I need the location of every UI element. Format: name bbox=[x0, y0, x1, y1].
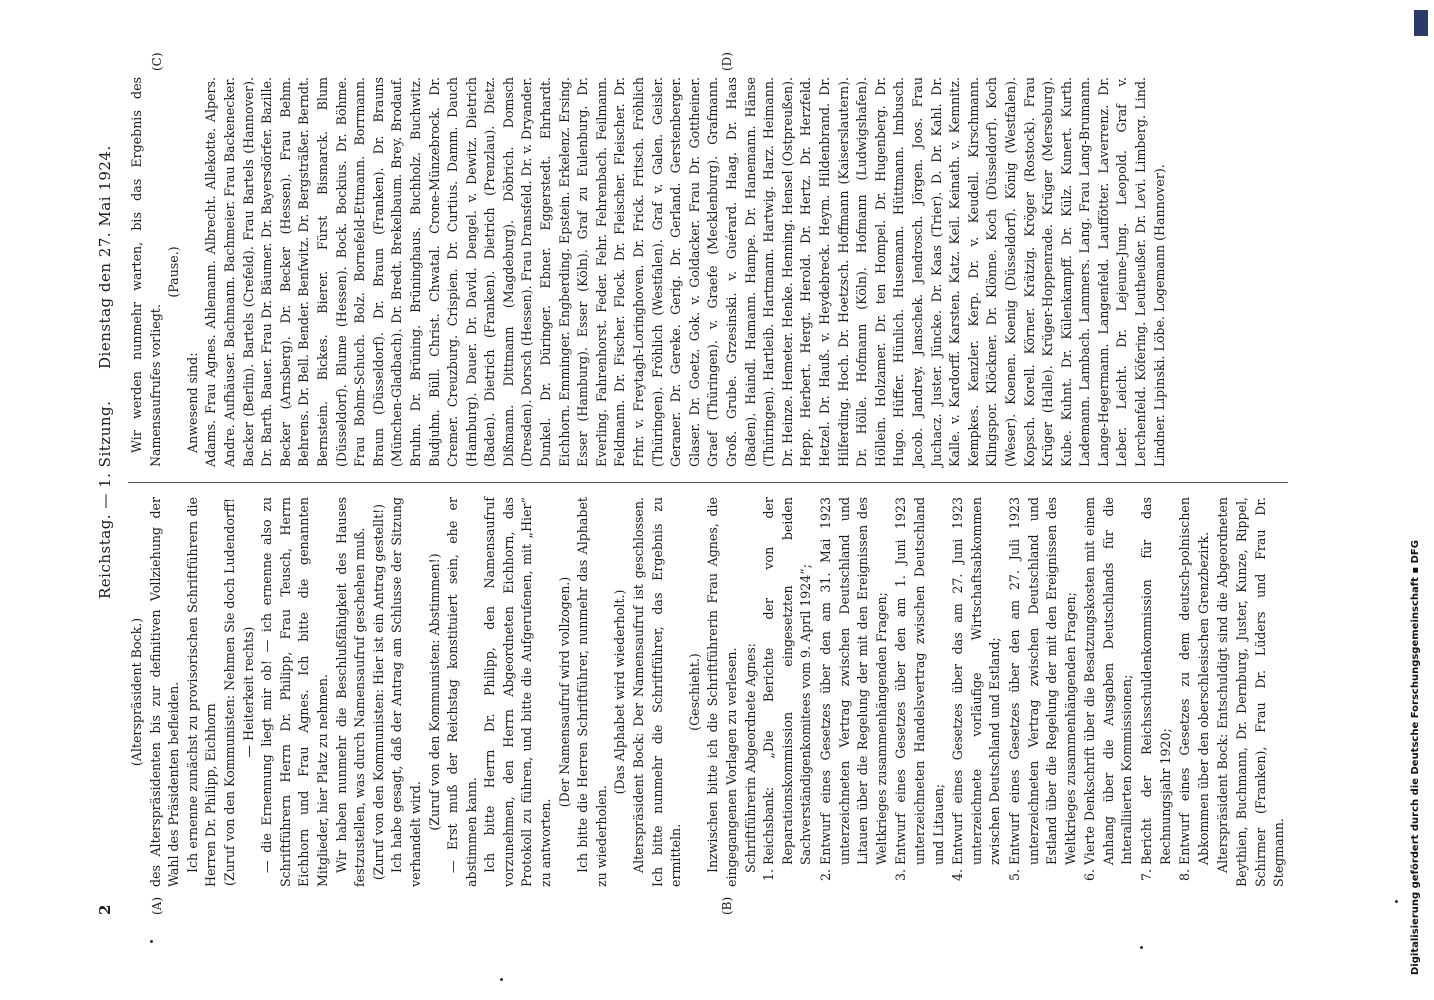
margin-mark-c: (C) bbox=[150, 52, 164, 71]
right-column bbox=[128, 77, 1169, 467]
attendance-list: Adams. Frau Agnes. Ahlemann. Albrecht. Allekotte. Alpers. Andre. Aufhäuser. Bachmann. Bachmeier. Frau Backenecker. Backer (Berlin). Bartels (Crefeld). Frau Bartels (Hannover). Dr. Barth. Bauer. Frau Dr. Bäumer. Dr. Bayersdörfer. Bazille. Becker (Arnsberg). Dr. Becker (Hessen). Frau Behm. Behrens. Dr. Bell. Bender. Benfwitz. Dr. Bergsträßer. Berndt. Bernstein. Bickes. Bierer. Fürst Bismarck. Blum (Düsseldorf). Blume (Hessen). Bock. Bockius. Dr. Böhme. Frau Bohm-Schuch. Bolz. Bornefeld-Ettmann. Borrmann. Braun (Düsseldorf). Dr. Braun (Franken). Dr. Brauns (München-Gladbach). Dr. Bredt. Brekelbaum. Brey. Brodauf. Bruhn. Dr. Brüning. Brüninghaus. Buchholz. Buchwitz. Budjuhn. Büll. Christ. Chwatal. Crone-Münzebrock. Dr. Cremer. Creuzburg. Crispien. Dr. Curtius. Damm. Dauch (Hamburg). Dauer. Dr. David. Dengel. v. Dewitz. Dietrich (Baden). Dietrich (Franken). Dietrich (Prenzlau). Dietz. Dißmann. Dittmann (Magdeburg). Döbrich. Domsch (Dresden). Dorsch (Hessen). Frau Dransfeld. Dr. v. Dryander. Dunkel. Dr. Düringer. Ebner. Eggerstedt. Ehrhardt. Eichhorn. Emminger. Engberding. Epstein. Erkelenz. Ersing. Esser (Hamburg). Esser (Köln). Graf zu Eulenburg. Dr. Everling. Fahrenhorst. Feder. Fehr. Fehrenbach. Feilmann. Feldmann. Dr. Fischer. Flock. Dr. Fleischer. Fleischer. Dr. Frhr. v. Freytagh-Loringhoven. Dr. Frick. Fritsch. Fröhlich (Thüringen). Fröhlich (Westfalen). Graf v. Galen. Geisler. Geraner. Dr. Gereke. Gerig. Dr. Gerland. Gerstenberger. Glaser. Dr. Goetz. Gok. v. Goldacker. Frau Dr. Gottheiner. Graef (Thüringen). v. Graefe (Mecklenburg). Grafmann. Groß. Grube. Grzesinski. v. Guérard. Haag. Dr. Haas (Baden). Haindl. Hamann. Hampe. Dr. Hanemann. Hänse (Thüringen). Hartleib. Hartmann. Hartwig. Harz. Heimann. Dr. Heinze. Hemeter. Henke. Henning. Hensel (Ostpreußen). Hepp. Herbert. Hergt. Herold. Dr. Hertz. Dr. Herzfeld. Hetzel. Dr. Hauß. v. Heydebreck. Heym. Hildenbrand. Dr. Hilferding. Hoch. Dr. Hoetzsch. Hoffmann (Kaiserslautern). Dr. Hölle. Hofmann (Köln). Hofmann (Ludwigshafen). Höllein. Holzamer. Dr. ten Hompel. Dr. Hugenberg. Dr. Hugo. Hüffer. Hünlich. Husemann. Hüttmann. Imbusch. Jacob. Jandrey. Janschek. Jendrosch. Jörgen. Joos. Frau Juchacz. Juster. Jüncke. Dr. Kaas (Trier). D. Dr. Kahl. Dr. Kalle. v. Kardorff. Karsten. Katz. Keil. Keinath. v. Kemnitz. Kempkes. Kenzler. Kerp. Dr. v. Keudell. Kirschmann. Klingspor. Klöckner. Dr. Klönne. Koch (Düsseldorf). Koch (Weser). Koenen. Koenig (Düsseldorf). König (Westfalen). Kopsch. Korell. Körner. Krätzig. Kröger (Rostock). Frau Krüger (Halle). Krüger-Hoppenrade. Krüger (Merseburg). Kube. Kuhnt. Dr. Külenkampff. Dr. Külz. Kunert. Kurth. Lademann. Lambach. Lammers. Lang. Frau Lang-Brumann. Lange-Hegermann. Langenfeld. Lauffötter. Laverrenz. Dr. Leber. Leicht. Dr. Lejeune-Jung. Leopold. Graf v. Lerchenfeld. Köfering. Leutheußer. Dr. Levi. Limberg. Lind. Lindner. Lipinski. Löbe. Logemann (Hannover). bbox=[203, 77, 1167, 467]
scan-speck bbox=[150, 940, 153, 943]
paragraph: des Alterspräsidenten bis zur definitiven Vollziehung der Wahl des Präsidenten befleiden. bbox=[147, 497, 182, 887]
stage-note: (Geschieht.) bbox=[686, 653, 702, 731]
digitization-credit bbox=[1410, 15, 1430, 975]
scan-speck bbox=[1140, 946, 1143, 949]
paragraph: Alterspräsident Bock: Der Namensaufruf ist geschlossen. Ich bitte nunmehr die Schriftführer, das Ergebnis zu ermitteln. bbox=[631, 497, 684, 887]
scan-speck bbox=[1395, 900, 1398, 903]
list-item: 5. Entwurf eines Gesetzes über den am 27. Juli 1923 unterzeichneten Vertrag zwischen Deutschland und Estland über die Regelung der mit den Ereignissen des Weltkrieges zusammenhängenden Fragen; bbox=[1006, 497, 1080, 865]
list-item: 6. Vierte Denkschrift über die Besatzungskosten mit einem Anhang über die Ausgaben Deutschlands für die Interalliierten Kommissionen; bbox=[1081, 497, 1137, 865]
interjection: (Zuruf von den Kommunisten: Abstimmen!) bbox=[426, 553, 442, 831]
list-item: 7. Bericht der Reichsschuldenkommission für das Rechnungsjahr 1920; bbox=[1138, 497, 1175, 865]
interjection: (Zuruf von den Kommunisten: Nehmen Sie doch Ludendorff! — Heiterkeit rechts) bbox=[221, 498, 256, 886]
list-item: 4. Entwurf eines Gesetzes über das am 27. Juni 1923 unterzeichnete vorläufige Wirtschaftsabkommen zwischen Deutschland und Estland; bbox=[949, 497, 1005, 865]
paragraph: Ich bitte die Herren Schriftführer, nunmehr das Alphabet zu wiederholen. bbox=[575, 497, 609, 887]
paragraph: Inzwischen bitte ich die Schriftführerin Frau Agnes, die eingegangenen Vorlagen zu verlesen. bbox=[705, 497, 739, 887]
rotated-page bbox=[80, 35, 1330, 935]
paragraph: Alterspräsident Bock: Entschuldigt sind die Abgeordneten Beythien, Buchmann, Dr. Dernburg, Juster, Kunze, Rippel, Schirmer (Franken), Frau Dr. Lüders und Frau Dr. Stegmann. bbox=[1215, 497, 1287, 887]
paragraph: — die Ernennung liegt mir ob! — ich ernenne also zu Schriftführern Herrn Dr. Philipp, Frau Teusch, Herrn Eichhorn und Frau Agnes. Ich bitte die genannten Mitglieder, hier Platz zu nehmen. bbox=[259, 497, 330, 887]
document-list bbox=[760, 497, 1213, 887]
attendance-heading: Anwesend sind: bbox=[184, 352, 200, 453]
page-header bbox=[94, 41, 120, 929]
margin-mark-a: (A) bbox=[150, 896, 164, 915]
digitization-note: Digitalisierung gefördert durch die Deutsche Forschungsgemeinschaft ▪ DFG bbox=[1410, 540, 1421, 975]
running-title: Reichstag. — 1. Sitzung. bbox=[96, 400, 114, 599]
column-divider bbox=[128, 482, 1288, 483]
paragraph: Ich ernenne zunächst zu provisorischen Schriftführern die Herren Dr. Philipp, Eichhorn bbox=[184, 497, 219, 887]
interjection: (Zuruf von den Kommunisten: Hier ist ein Antrag gestellt!) bbox=[370, 503, 386, 881]
page-number: 2 bbox=[96, 904, 114, 915]
list-item: 1. Reichsbank: „Die Berichte der von der Reparationskommission eingesetzten beiden Sachverständigenkomitees vom 9. April 1924“; bbox=[760, 497, 816, 865]
list-item: 2. Entwurf eines Gesetzes über den am 31. Mai 1923 unterzeichneten Vertrag zwischen Deutschland und Litauen über die Regelung der mit den Ereignissen des Weltkrieges zusammenhängenden Fragen; bbox=[817, 497, 891, 865]
paragraph: Ich habe gesagt, daß der Antrag am Schlusse der Sitzung verhandelt wird. bbox=[389, 497, 423, 887]
paragraph: Ich bitte Herrn Dr. Philipp, den Namensaufruf vorzunehmen, den Herrn Abgeordneten Eichhorn, das Protokoll zu führen, und bitte die Aufgerufenen, mit „Hier“ zu antworten. bbox=[482, 497, 554, 887]
page-content bbox=[80, 35, 1330, 935]
speaker-note: (Alterspräsident Bock.) bbox=[129, 617, 144, 767]
list-item: 8. Entwurf eines Gesetzes zu dem deutsch-polnischen Abkommen über den oberschlesischen Grenzbezirk. bbox=[1176, 497, 1213, 865]
stage-note: (Der Namensaufruf wird vollzogen.) bbox=[556, 576, 572, 808]
margin-mark-d: (D) bbox=[720, 52, 734, 71]
paragraph: Wir werden nunmehr warten, bis das Ergebnis des Namensaufrufes vorliegt. bbox=[129, 77, 163, 467]
paragraph: — Erst muß der Reichstag konstituiert sein, ehe er abstimmen kann. bbox=[445, 497, 479, 887]
margin-mark-b: (B) bbox=[720, 896, 734, 915]
stage-note: (Pause.) bbox=[166, 246, 182, 298]
left-column bbox=[128, 497, 1289, 887]
stage-note: (Das Alphabet wird wiederholt.) bbox=[612, 589, 628, 795]
session-date: Dienstag den 27. Mai 1924. bbox=[96, 145, 114, 369]
paragraph: Wir haben nunmehr die Beschlußfähigkeit des Hauses festzustellen, was durch Namensaufruf geschehen muß. bbox=[333, 497, 368, 887]
paragraph: Schriftführerin Abgeordnete Agnes: bbox=[742, 643, 758, 873]
list-item: 3. Entwurf eines Gesetzes über den am 1. Juni 1923 unterzeichneten Handelsvertrag zwischen Deutschland und Litauen; bbox=[892, 497, 948, 865]
scan-speck bbox=[500, 978, 503, 981]
